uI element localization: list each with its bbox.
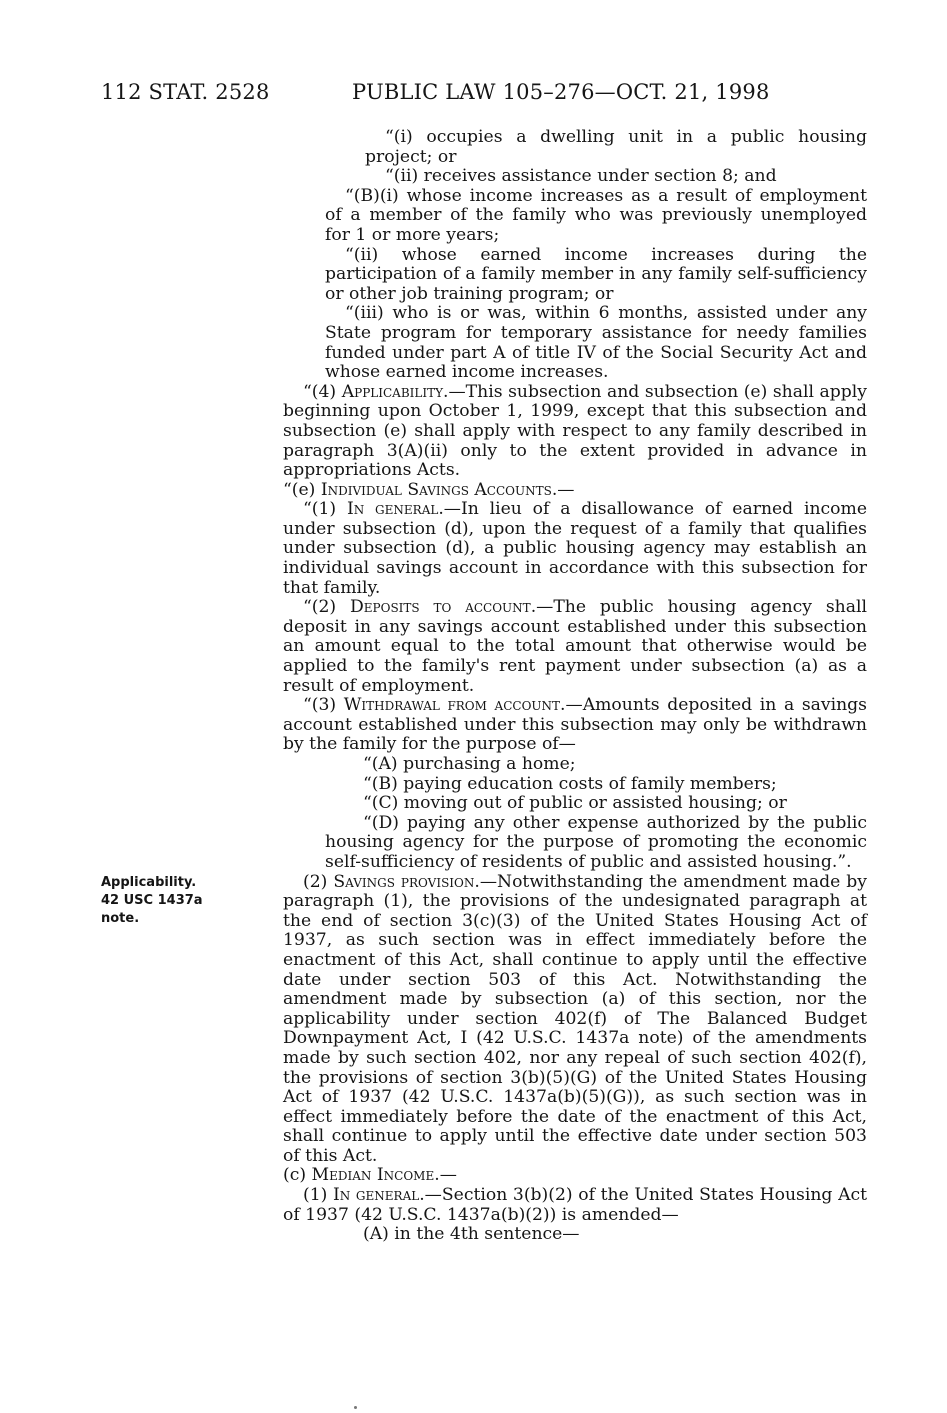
paragraph-e-1: “(1) In general.—In lieu of a disallowance of earned income under subsection (d), upon the request of a family that qualifies under subsection (d), a public housing agency may establish an individual savings account in accordance with this subsection for that family.	[283, 499, 867, 598]
subparagraph-d: “(D) paying any other expense authorized by the public housing agency for the purpose of promoting the economic self-sufficiency of residents of public and assisted housing.”.	[325, 812, 867, 872]
clause-b-iii: “(iii) who is or was, within 6 months, assisted under any State program for temporary assistance for needy families funded under part A of title IV of the Social Security Act and whose earned income increases.	[325, 303, 867, 383]
subparagraph-c: “(C) moving out of public or assisted housing; or	[363, 793, 787, 814]
subparagraph-b: “(B) paying education costs of family members;	[363, 773, 777, 794]
subsection-e-heading: “(e) Individual Savings Accounts.—	[283, 479, 575, 500]
paragraph-4-applicability: “(4) Applicability.—This subsection and subsection (e) shall apply beginning upon October 1, 1999, except that this subsection and subsection (e) shall apply with respect to any family described in paragraph 3(A)(ii) only to the extent provided in advance in appropriations Acts.	[283, 381, 867, 481]
clause-ii: “(ii) receives assistance under section 8; and	[385, 166, 777, 187]
clause-i: “(i) occupies a dwelling unit in a public housing project; or	[365, 127, 867, 167]
page-stat-number: 112 STAT. 2528	[101, 80, 270, 104]
subparagraph-a: “(A) purchasing a home;	[363, 754, 576, 774]
margin-note-line: 42 USC 1437a	[101, 893, 203, 908]
savings-provision: (2) Savings provision.—Notwithstanding the amendment made by paragraph (1), the provisions of the undesignated paragraph at the end of section 3(c)(3) of the United States Housing Act of 1937, as such section was in effect immediately before the enactment of this Act, shall continue to apply until the effective date under section 503 of this Act. Notwithstanding the amendment made by subsection (a) of this section, nor the applicability under section 402(f) of The Balanced Budget Downpayment Act, I (42 U.S.C. 1437a note) of the amendments made by such section 402, nor any repeal of such section 402(f), the provisions of section 3(b)(5)(G) of the United States Housing Act of 1937 (42 U.S.C. 1437a(b)(5)(G)), as such section was in effect immediately before the date of the enactment of this Act, shall continue to apply until the effective date under section 503 of this Act.	[283, 871, 867, 1166]
paragraph-e-3: “(3) Withdrawal from account.—Amounts deposited in a savings account established under this subsection may only be withdrawn by the family for the purpose of—	[283, 695, 867, 755]
paragraph-e-2: “(2) Deposits to account.—The public housing agency shall deposit in any savings account established under this subsection an amount equal to the total amount that otherwise would be applied to the family's rent payment under subsection (a) as a result of employment.	[283, 597, 867, 696]
paragraph-c-1: (1) In general.—Section 3(b)(2) of the United States Housing Act of 1937 (42 U.S.C. 1437a(b)(2)) is amended—	[283, 1185, 868, 1225]
subparagraph-c-a: (A) in the 4th sentence—	[363, 1224, 580, 1245]
statute-body	[283, 128, 867, 1245]
subsection-c-heading: (c) Median Income.—	[283, 1165, 457, 1186]
clause-b-i: “(B)(i) whose income increases as a result of employment of a member of the family who was previously unemployed for 1 or more years;	[325, 185, 867, 245]
margin-note-line: Applicability.	[101, 875, 197, 890]
clause-b-ii: “(ii) whose earned income increases during the participation of a family member in any family self-sufficiency or other job training program; or	[325, 244, 867, 304]
margin-note	[101, 874, 251, 928]
margin-note-line: note.	[101, 911, 140, 926]
public-law-header: PUBLIC LAW 105–276—OCT. 21, 1998	[352, 80, 770, 104]
scan-speck	[354, 1406, 357, 1409]
